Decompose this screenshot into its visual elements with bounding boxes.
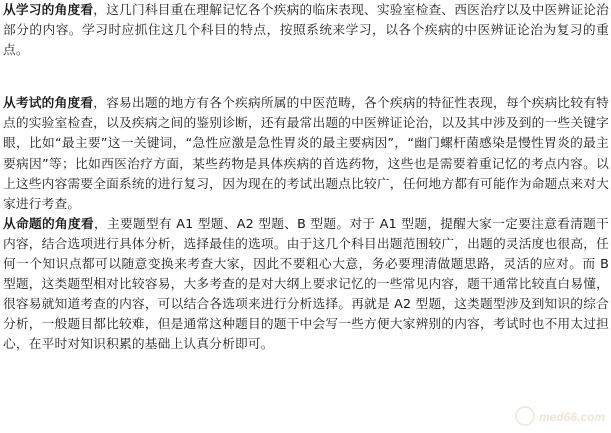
paragraph-text: ，这几门科目重在理解记忆各个疾病的临床表现、实验室检查、西医治疗以及中医辨证论治部分的内容。学习时应抓住这几个科目的特点，按照系统来学习，以各个疾病的中医辨证论治为复习的重点。 [3,2,610,58]
paragraph-lead: 从考试的角度看 [3,95,94,111]
paragraph-lead: 从命题的角度看 [3,215,94,231]
site-watermark-logo [513,403,605,429]
paragraph-text: ，容易出题的地方有各个疾病所属的中医范畴，各个疾病的特征性表现，每个疾病比较有特点的实验室检查，以及疾病之间的鉴别诊断，还有最常出题的中医辨证论治，以及其中涉及到的一些关键字眼，比如“最主要”这一关键词，“急性应激是急性胃炎的最主要病因”，“幽门螺杆菌感染是慢性胃炎的最主要病因”等；比如西医治疗方面，某些药物是具体疾病的首选药物，这些也是需要着重记忆的考点内容。以上这些内容需要全面系统的进行复习，因为现在的考试出题点比较广，任何地方都有可能作为命题点来对大家进行考查。 [3,95,610,211]
paragraph-text: ，主要题型有 A1 型题、A2 型题、B 型题。对于 A1 型题，提醒大家一定要注意看清题干内容，结合选项进行具体分析，选择最佳的选项。由于这几个科目出题范围较广，出题的灵活度也很高，任何一个知识点都可以随意变换来考查大家，因此不要粗心大意，务必要理清做题思路，灵活的应对。而 B 型题，这类题型相对比较容易，大多考查的是对大纲上要求记忆的一些常见内容，题干通常比较直白易懂，很容易就知道考查的内容，可以结合各选项来进行分析选择。再就是 A2 型题，这类题型涉及到知识的综合分析，一般题目都比较难，但是通常这种题目的题干中会写一些方便大家辨别的内容，考试时也不用太过担心，在平时对知识积累的基础上认真分析即可。 [3,215,609,352]
paragraph-exam [3,93,609,214]
watermark-circle [516,407,534,425]
paragraph-lead: 从学习的角度看 [3,2,94,17]
paragraph-question-types [3,214,609,355]
paragraph-gap [3,60,609,93]
watermark-text: med66.com [539,410,605,424]
paragraph-study [3,0,609,60]
